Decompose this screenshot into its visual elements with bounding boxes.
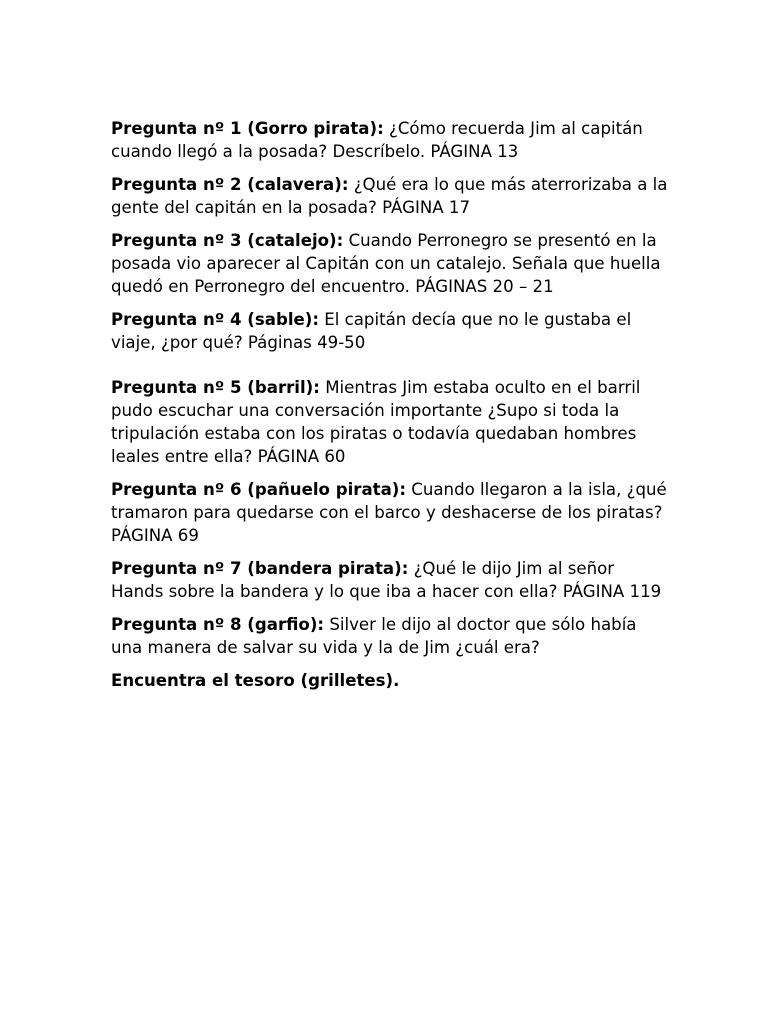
final-instruction (111, 669, 671, 692)
question-label: Pregunta nº 2 (calavera): (111, 175, 349, 194)
question-6 (111, 478, 671, 547)
question-3 (111, 229, 671, 298)
final-instruction-text: Encuentra el tesoro (grilletes). (111, 671, 400, 690)
question-4 (111, 308, 671, 354)
question-7 (111, 557, 671, 603)
question-label: Pregunta nº 8 (garfio): (111, 615, 325, 634)
question-label: Pregunta nº 4 (sable): (111, 310, 319, 329)
question-text: Cuando llegaron a la isla, ¿qué tramaron para quedarse con el barco y deshacerse de los piratas? PÁGINA 69 (111, 480, 667, 545)
question-2 (111, 173, 671, 219)
question-label: Pregunta nº 1 (Gorro pirata): (111, 119, 384, 138)
question-text: ¿Cómo recuerda Jim al capitán cuando llegó a la posada? Descríbelo. PÁGINA 13 (111, 119, 643, 161)
question-text: Mientras Jim estaba oculto en el barril pudo escuchar una conversación importante ¿Supo si toda la tripulación estaba con los piratas o todavía quedaban hombres leales entre ella? PÁGINA 60 (111, 378, 641, 466)
question-8 (111, 613, 671, 659)
question-text: ¿Qué era lo que más aterrorizaba a la gente del capitán en la posada? PÁGINA 17 (111, 175, 668, 217)
question-1 (111, 117, 671, 163)
question-label: Pregunta nº 5 (barril): (111, 378, 320, 397)
question-label: Pregunta nº 7 (bandera pirata): (111, 559, 409, 578)
question-text: ¿Qué le dijo Jim al señor Hands sobre la bandera y lo que iba a hacer con ella? PÁGINA 119 (111, 559, 662, 601)
question-text: Silver le dijo al doctor que sólo había una manera de salvar su vida y la de Jim ¿cuál era? (111, 615, 637, 657)
question-text: Cuando Perronegro se presentó en la posada vio aparecer al Capitán con un catalejo. Señala que huella quedó en Perronegro del encuentro. PÁGINAS 20 – 21 (111, 231, 661, 296)
question-5 (111, 376, 671, 468)
document-page (111, 117, 671, 692)
question-label: Pregunta nº 3 (catalejo): (111, 231, 344, 250)
question-text: El capitán decía que no le gustaba el viaje, ¿por qué? Páginas 49-50 (111, 310, 632, 352)
question-label: Pregunta nº 6 (pañuelo pirata): (111, 480, 406, 499)
